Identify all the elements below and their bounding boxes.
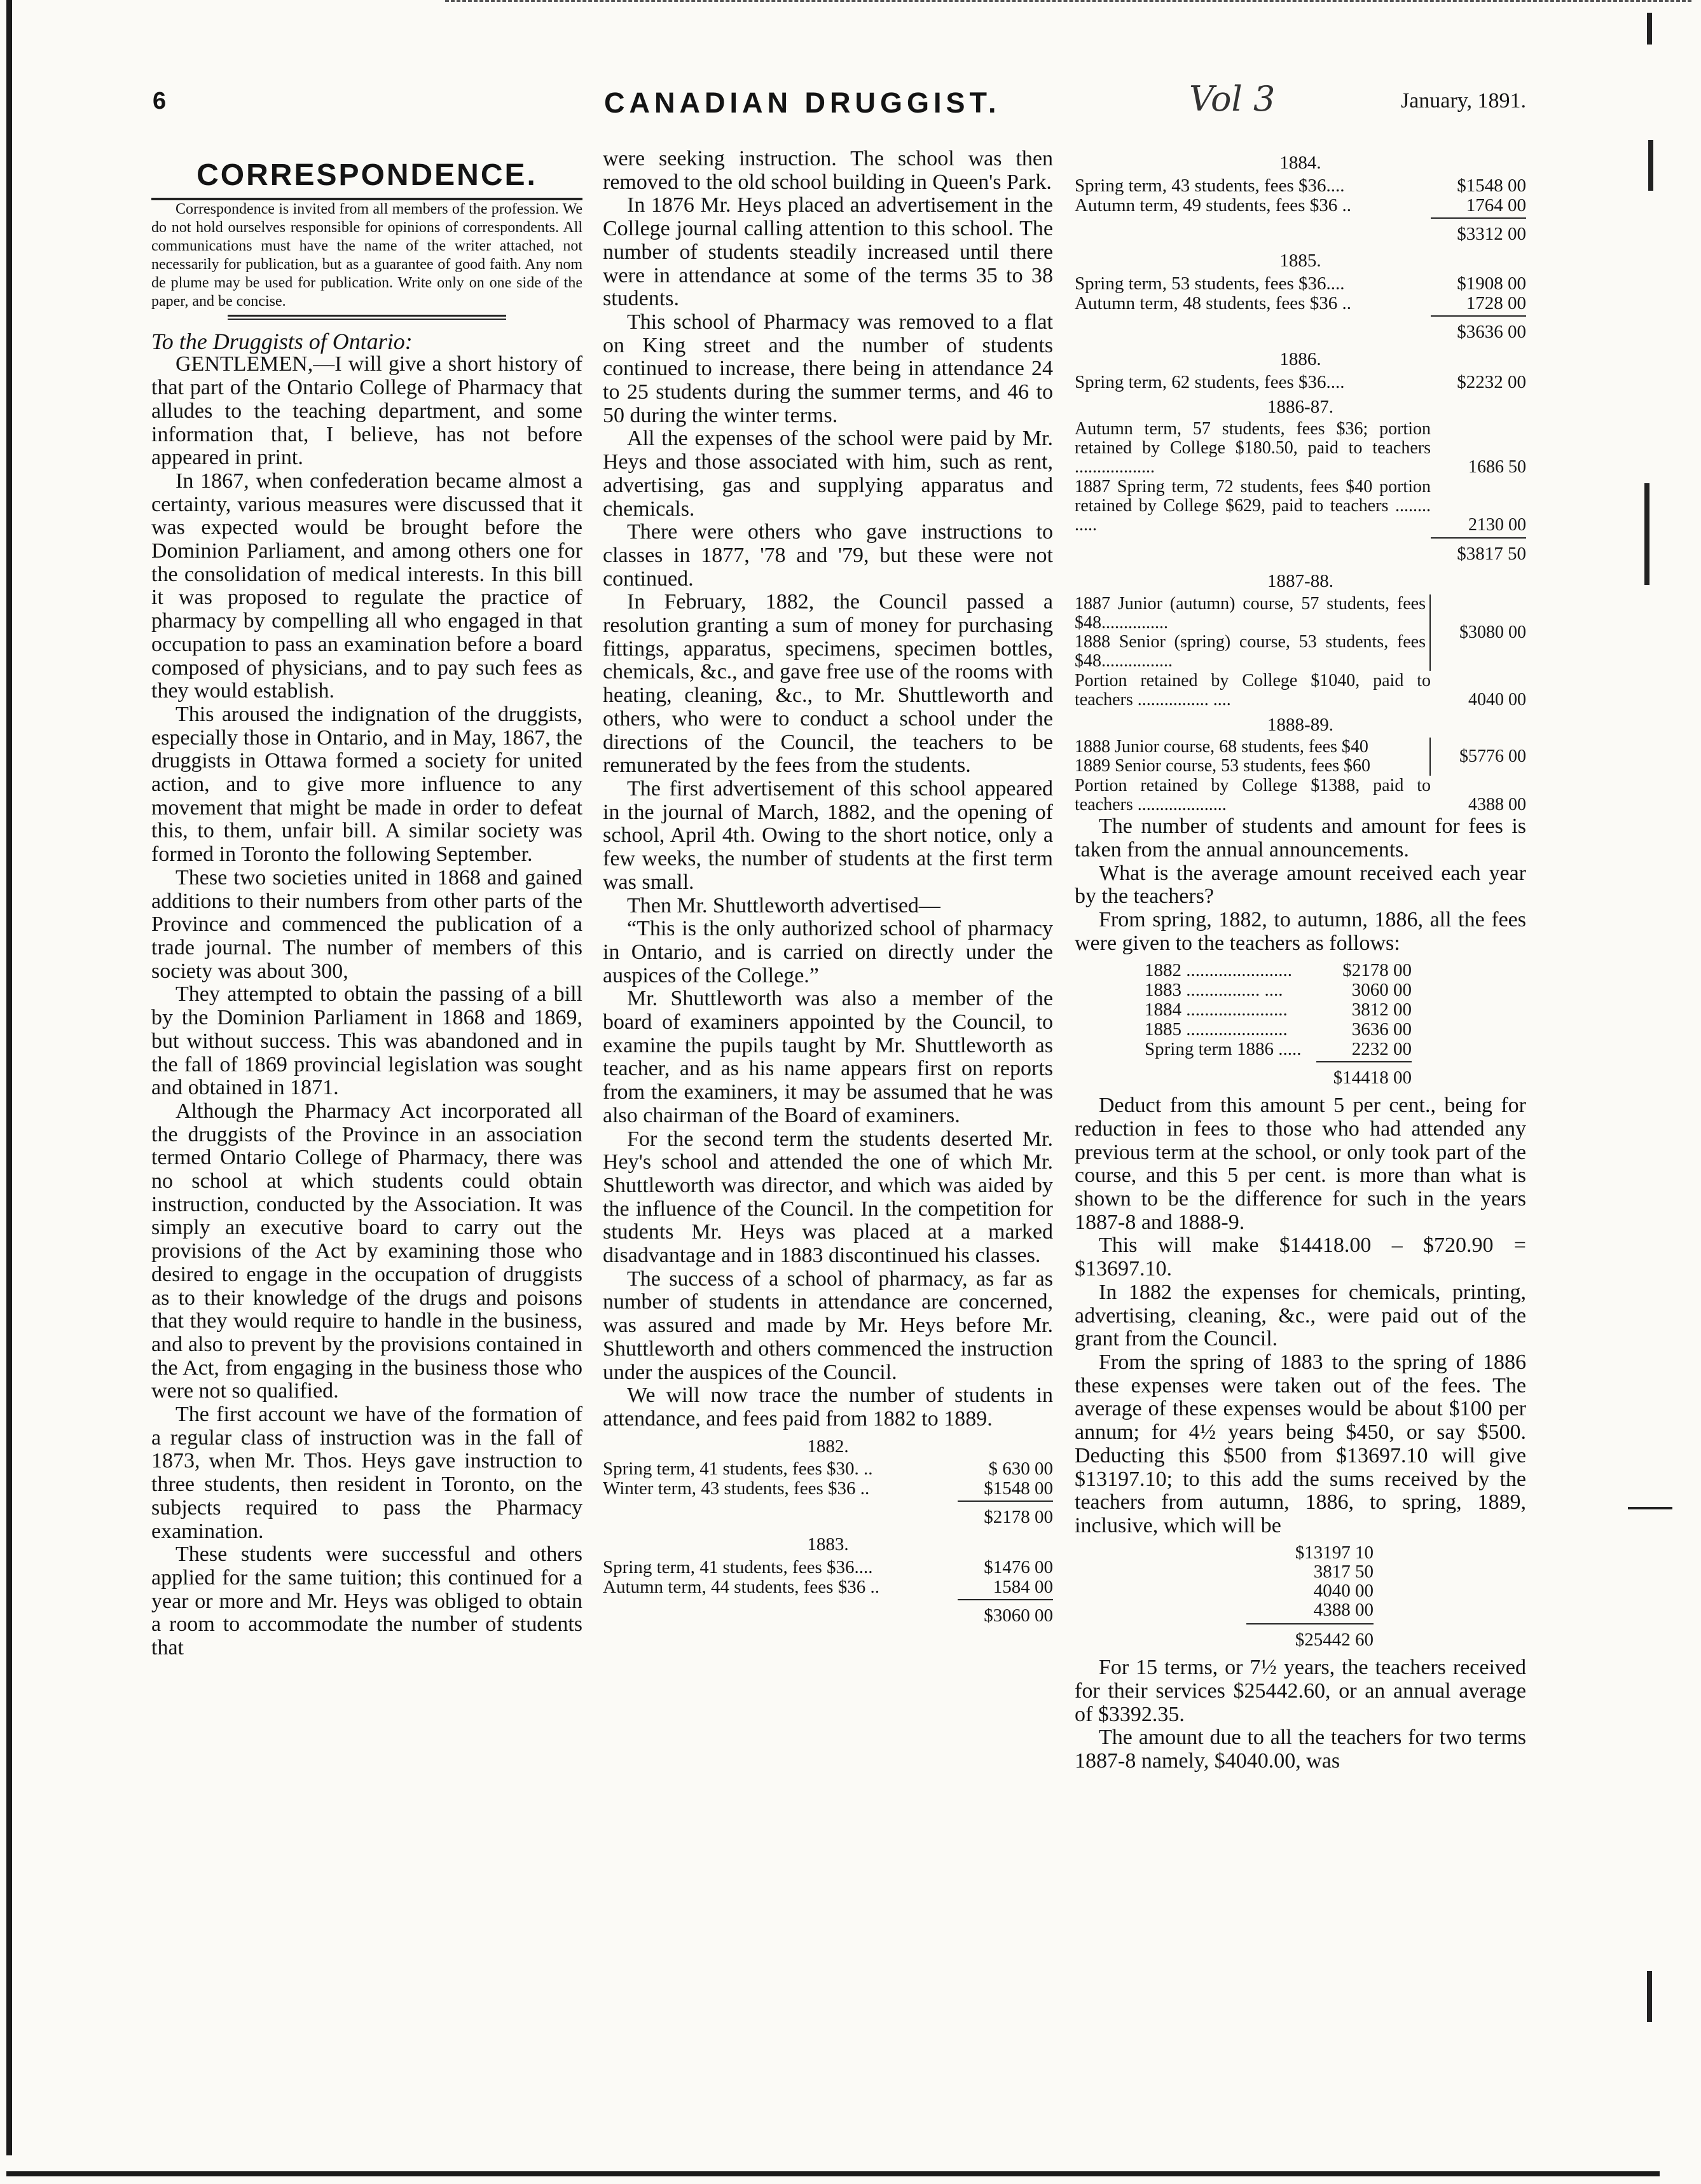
- paragraph: Mr. Shuttleworth was also a member of the board of examiners appointed by the Council, to examine the pupils taught by Mr. Shuttleworth as teacher, and as his name appears first on reports from the examiners, it may be assumed that he was also chairman of the Board of examiners.: [603, 987, 1053, 1127]
- fee-amount: 4388 00: [1468, 795, 1526, 815]
- paragraph: In 1876 Mr. Heys placed an advertisement in the College journal calling attention to this school. The number of students steadily increased until there were in attendance at some of the terms 35 to 38 students.: [603, 193, 1053, 311]
- paragraph: This aroused the indignation of the druggists, especially those in Ontario, and in May, 1867, the druggists in Ottawa formed a society for united action, and to give more influence to any movement that might be made in order to defeat this, to them, unfair bill. A similar society was formed in Toronto the following September.: [151, 702, 582, 867]
- fee-amount: $2178 00: [1342, 959, 1412, 980]
- fee-amount: $1548 00: [984, 1478, 1053, 1499]
- fee-row: [1075, 420, 1526, 477]
- fee-row: [1075, 274, 1526, 293]
- fee-label: Spring term, 62 students, fees $36....: [1075, 371, 1345, 392]
- fee-label: 1888 Senior (spring) course, 53 students, fees $48................: [1075, 631, 1426, 671]
- fee-total-amount: $3817 50: [1431, 537, 1526, 566]
- paragraph: In 1867, when confederation became almost a certainty, various measures were discussed that it was expected would be brought before the Dominion Parliament, and among others one for the consolidation of medical interests. In this bill it was proposed to regulate the practice of pharmacy by compelling all who engaged in that occupation to pass an examination before a board composed of physicians, and to pay such fees as they would establish.: [151, 469, 582, 703]
- fee-label: 1884 ......................: [1145, 999, 1288, 1020]
- fee-label: Spring term, 41 students, fees $36....: [603, 1556, 873, 1577]
- paragraph: What is the average amount received each year by the teachers?: [1075, 861, 1526, 909]
- fee-amount: 4040 00: [1468, 689, 1526, 710]
- fee-amount: 3060 00: [1351, 979, 1412, 1000]
- fee-amount: $3080 00: [1459, 622, 1526, 642]
- paragraph: They attempted to obtain the passing of a bill by the Dominion Parliament in 1868 and 1869, but without success. This was abandoned and in the fall of 1869 provincial legislation was sought and obtained in 1871.: [151, 982, 582, 1100]
- fees-table-1886: [1075, 348, 1526, 392]
- fee-amount: $5776 00: [1459, 746, 1526, 767]
- fee-row: [1075, 671, 1526, 710]
- year-heading: 1886.: [1279, 348, 1321, 369]
- fee-row: [1075, 196, 1526, 215]
- sum-line: 3817 50: [1313, 1561, 1374, 1582]
- paragraph: This will make $14418.00 – $720.90 = $13697.10.: [1075, 1233, 1526, 1281]
- paragraph: There were others who gave instructions to classes in 1877, '78 and '79, but these were not continued.: [603, 520, 1053, 591]
- fee-total-amount: $2178 00: [958, 1501, 1053, 1529]
- fee-label: 1887 Spring term, 72 students, fees $40 portion retained by College $629, paid to teachers ........ .....: [1075, 477, 1431, 535]
- fee-total: [603, 1599, 1053, 1628]
- fee-row: [603, 1558, 1053, 1577]
- sum-table: [1246, 1543, 1374, 1652]
- paragraph: Deduct from this amount 5 per cent., being for reduction in fees to those who had attended any previous term at the school, or only took part of the course, and this 5 per cent. is more than what is shown to be the difference for such in the years 1887-8 and 1888-9.: [1075, 1094, 1526, 1234]
- paragraph: In 1882 the expenses for chemicals, printing, advertising, cleaning, &c., were paid out of the grant from the Council.: [1075, 1280, 1526, 1351]
- sum-line: 4040 00: [1313, 1580, 1374, 1601]
- paragraph: GENTLEMEN,—I will give a short history of that part of the Ontario College of Pharmacy that alludes to the teaching department, and some information that, I believe, has not before appeared in print.: [151, 352, 582, 470]
- page-edge-top: [445, 0, 1691, 6]
- sum-line: $13197 10: [1295, 1542, 1374, 1563]
- fees-table-1883: [603, 1533, 1053, 1627]
- paragraph: Although the Pharmacy Act incorporated all the druggists of the Province in an association termed Ontario College of Pharmacy, there was no school at which students could obtain instruction, conducted by the Association. It was simply an executive board to carry out the provisions of the Act by examining those who desired to engage in the occupation of druggists as to their knowledge of the drugs and poisons that they would require to handle in the business, and also to prevent by the provisions contained in the Act, from engaging in the business those who were not so qualified.: [151, 1099, 582, 1403]
- fees-table-1886-87: [1075, 395, 1526, 566]
- fee-amount: $1548 00: [1457, 175, 1526, 196]
- paragraph: For 15 terms, or 7½ years, the teachers received for their services $25442.60, or an annual average of $3392.35.: [1075, 1656, 1526, 1726]
- paragraph: The amount due to all the teachers for two terms 1887-8 namely, $4040.00, was: [1075, 1726, 1526, 1773]
- sum-line: 4388 00: [1313, 1599, 1374, 1620]
- fee-label: Spring term, 43 students, fees $36....: [1075, 175, 1345, 196]
- fee-amount: 1728 00: [1466, 293, 1526, 314]
- fee-label: Autumn term, 48 students, fees $36 ..: [1075, 293, 1351, 314]
- fees-table-1888-89: [1075, 713, 1526, 815]
- paragraph: The number of students and amount for fees is taken from the annual announcements.: [1075, 814, 1526, 862]
- margin-mark: [1648, 140, 1653, 191]
- fee-label: Autumn term, 44 students, fees $36 ..: [603, 1576, 879, 1597]
- fee-row: [1075, 294, 1526, 313]
- fee-label: 1885 ......................: [1145, 1019, 1288, 1040]
- fee-row: [603, 1577, 1053, 1597]
- fee-amount: $1476 00: [984, 1556, 1053, 1577]
- fees-table-1885: [1075, 249, 1526, 343]
- quotation: “This is the only authorized school of pharmacy in Ontario, and is carried on directly under the auspices of the College.”: [603, 917, 1053, 987]
- fee-label: Portion retained by College $1388, paid to teachers ....................: [1075, 776, 1431, 815]
- paragraph: From the spring of 1883 to the spring of 1886 these expenses were taken out of the fees. The average of these expenses would be about $100 per annum; for 4½ years being $450, or say $500. Deducting this $500 from $13697.10 will give $13197.10; to this add the sums received by the teachers from autumn, 1886, to spring, 1889, inclusive, which will be: [1075, 1350, 1526, 1537]
- fee-label: 1887 Junior (autumn) course, 57 students, fees $48...............: [1075, 593, 1426, 633]
- margin-mark: [1647, 13, 1652, 45]
- margin-mark: [1647, 1971, 1652, 2022]
- paragraph: The first account we have of the formation of a regular class of instruction was in the fall of 1873, when Mr. Thos. Heys gave instruction to three students, then resident in Toronto, on the subjects required to pass the Pharmacy examination.: [151, 1403, 582, 1543]
- fee-amount: $ 630 00: [988, 1459, 1053, 1480]
- fee-label: Portion retained by College $1040, paid to teachers ................ ....: [1075, 670, 1431, 710]
- fee-amount: $1908 00: [1457, 273, 1526, 294]
- fee-row: [1075, 776, 1526, 814]
- column-2: [603, 148, 1053, 1631]
- column-3: [1075, 148, 1526, 1773]
- fee-total-amount: $3060 00: [958, 1599, 1053, 1628]
- fee-amount: 3812 00: [1351, 999, 1412, 1020]
- fee-total: [1075, 537, 1526, 566]
- fee-total-amount: $3312 00: [1431, 217, 1526, 246]
- fee-total-amount: $3636 00: [1431, 315, 1526, 344]
- paragraph: In February, 1882, the Council passed a resolution granting a sum of money for purchasing fittings, apparatus, specimens, specimen bottles, chemicals, &c., and gave free use of the rooms with heating, cleaning, &c., to Mr. Shuttleworth and others, who were to conduct a school under the directions of the Council, the teachers to be remunerated by the fees from the students.: [603, 590, 1053, 778]
- fee-row: [1075, 373, 1526, 392]
- fee-label: 1883 ................ ....: [1145, 979, 1283, 1000]
- issue-date: January, 1891.: [1400, 89, 1526, 113]
- fee-label: 1889 Senior course, 53 students, fees $60: [1075, 756, 1371, 776]
- fee-label: 1882 .......................: [1145, 959, 1292, 980]
- margin-mark: [1628, 1507, 1672, 1509]
- fee-row: [1145, 1040, 1412, 1059]
- fee-row: [1145, 980, 1412, 999]
- fee-row: [1075, 176, 1526, 195]
- fee-row: [1145, 961, 1412, 980]
- fee-amount: $2232 00: [1457, 371, 1526, 392]
- paragraph: These students were successful and others applied for the same tuition; this continued for a year or more and Mr. Heys was obliged to obtain a room to accommodate the number of students that: [151, 1542, 582, 1660]
- fee-label: 1888 Junior course, 68 students, fees $40: [1075, 737, 1368, 757]
- page-number: 6: [153, 88, 167, 114]
- fee-label: Spring term, 53 students, fees $36....: [1075, 273, 1345, 294]
- column-1: [151, 148, 582, 1660]
- fee-brace-group: [1075, 738, 1526, 776]
- fee-row: [1145, 1020, 1412, 1039]
- year-heading: 1887-88.: [1267, 570, 1333, 591]
- paragraph: The first advertisement of this school appeared in the journal of March, 1882, and the opening of school, April 4th. Owing to the short notice, only a few weeks, the number of students at the first term was small.: [603, 776, 1053, 894]
- editorial-notice: Correspondence is invited from all members of the profession. We do not hold ourselves responsible for opinions of correspondents. All communications must have the name of the writer attached, not necessarily for publication, but as a guarantee of good faith. Any nom de plume may be used for publication. Write only on one side of the paper, and be concise.: [151, 200, 582, 310]
- fee-amount: 2130 00: [1468, 515, 1526, 535]
- fee-row: [1075, 477, 1526, 535]
- year-heading: 1888-89.: [1267, 714, 1333, 735]
- year-heading: 1886-87.: [1267, 396, 1333, 417]
- year-heading: 1884.: [1279, 153, 1321, 173]
- fee-row: [603, 1459, 1053, 1478]
- fee-amount: 2232 00: [1351, 1038, 1412, 1059]
- fee-label: Autumn term, 49 students, fees $36 ..: [1075, 195, 1351, 216]
- paragraph: Then Mr. Shuttleworth advertised—: [627, 893, 940, 917]
- fee-amount: 1764 00: [1466, 195, 1526, 216]
- paragraph: This school of Pharmacy was removed to a flat on King street and the number of students continued to increase, there being in attendance 24 to 25 students during the summer terms, and 46 to 50 during the winter terms.: [603, 310, 1053, 427]
- fee-total: [1075, 217, 1526, 246]
- page-edge-left: [6, 0, 12, 2155]
- fee-total: [1075, 315, 1526, 344]
- fee-label: Spring term 1886 .....: [1145, 1038, 1302, 1059]
- masthead: CANADIAN DRUGGIST.: [604, 86, 1001, 119]
- fee-amount: 1686 50: [1468, 457, 1526, 477]
- paragraph: were seeking instruction. The school was then removed to the old school building in Queen's Park.: [603, 147, 1053, 194]
- fees-table-1884: [1075, 151, 1526, 245]
- fees-table-1882: [603, 1435, 1053, 1529]
- sum-total: $25442 60: [1246, 1623, 1374, 1652]
- paragraph: For the second term the students deserted Mr. Hey's school and attended the one of which Mr. Shuttleworth was director, and which was aided by the influence of the Council. In the competition for students Mr. Heys was placed at a marked disadvantage and in 1883 discontinued his classes.: [603, 1127, 1053, 1268]
- year-heading: 1883.: [807, 1534, 849, 1555]
- section-title: CORRESPONDENCE.: [151, 148, 582, 200]
- margin-mark: [1644, 483, 1649, 585]
- teacher-fees-table: [1145, 961, 1412, 1090]
- page-header: [146, 81, 1532, 132]
- year-heading: 1882.: [807, 1436, 849, 1457]
- paragraph: We will now trace the number of students in attendance, and fees paid from 1882 to 1889.: [603, 1384, 1053, 1431]
- fee-row: [603, 1479, 1053, 1498]
- fee-label: Spring term, 41 students, fees $30. ..: [603, 1459, 873, 1480]
- fee-total: [603, 1501, 1053, 1529]
- fee-amount: 1584 00: [993, 1576, 1053, 1597]
- fee-label: Autumn term, 57 students, fees $36; portion retained by College $180.50, paid to teachers ..................: [1075, 419, 1431, 477]
- paragraph: These two societies united in 1868 and gained additions to their numbers from other parts of the Province and commenced the publication of a trade journal. The number of members of this society was about 300,: [151, 865, 582, 983]
- paragraph: The success of a school of pharmacy, as far as number of students in attendance are concerned, was assured and made by Mr. Heys before Mr. Shuttleworth and others commenced the instruction under the auspices of the Council.: [603, 1267, 1053, 1384]
- fee-brace-group: [1075, 594, 1526, 671]
- handwritten-note: Vol 3: [1189, 79, 1276, 119]
- brace-items: [1075, 738, 1431, 776]
- paragraph: From spring, 1882, to autumn, 1886, all the fees were given to the teachers as follows:: [1075, 908, 1526, 955]
- brace-items: [1075, 594, 1431, 671]
- paragraph: All the expenses of the school were paid by Mr. Heys and those associated with him, such as rent, advertising, gas and supplying apparatus and chemicals.: [603, 427, 1053, 521]
- fee-total-amount: $14418 00: [1316, 1061, 1412, 1090]
- divider: [228, 315, 506, 320]
- fee-label: Winter term, 43 students, fees $36 ..: [603, 1478, 870, 1499]
- page-edge-bottom: [6, 2171, 1660, 2176]
- fee-total: [1145, 1061, 1412, 1090]
- fee-amount: 3636 00: [1351, 1019, 1412, 1040]
- fees-table-1887-88: [1075, 570, 1526, 710]
- salutation: To the Druggists of Ontario:: [151, 328, 413, 354]
- fee-row: [1145, 1000, 1412, 1019]
- year-heading: 1885.: [1279, 251, 1321, 271]
